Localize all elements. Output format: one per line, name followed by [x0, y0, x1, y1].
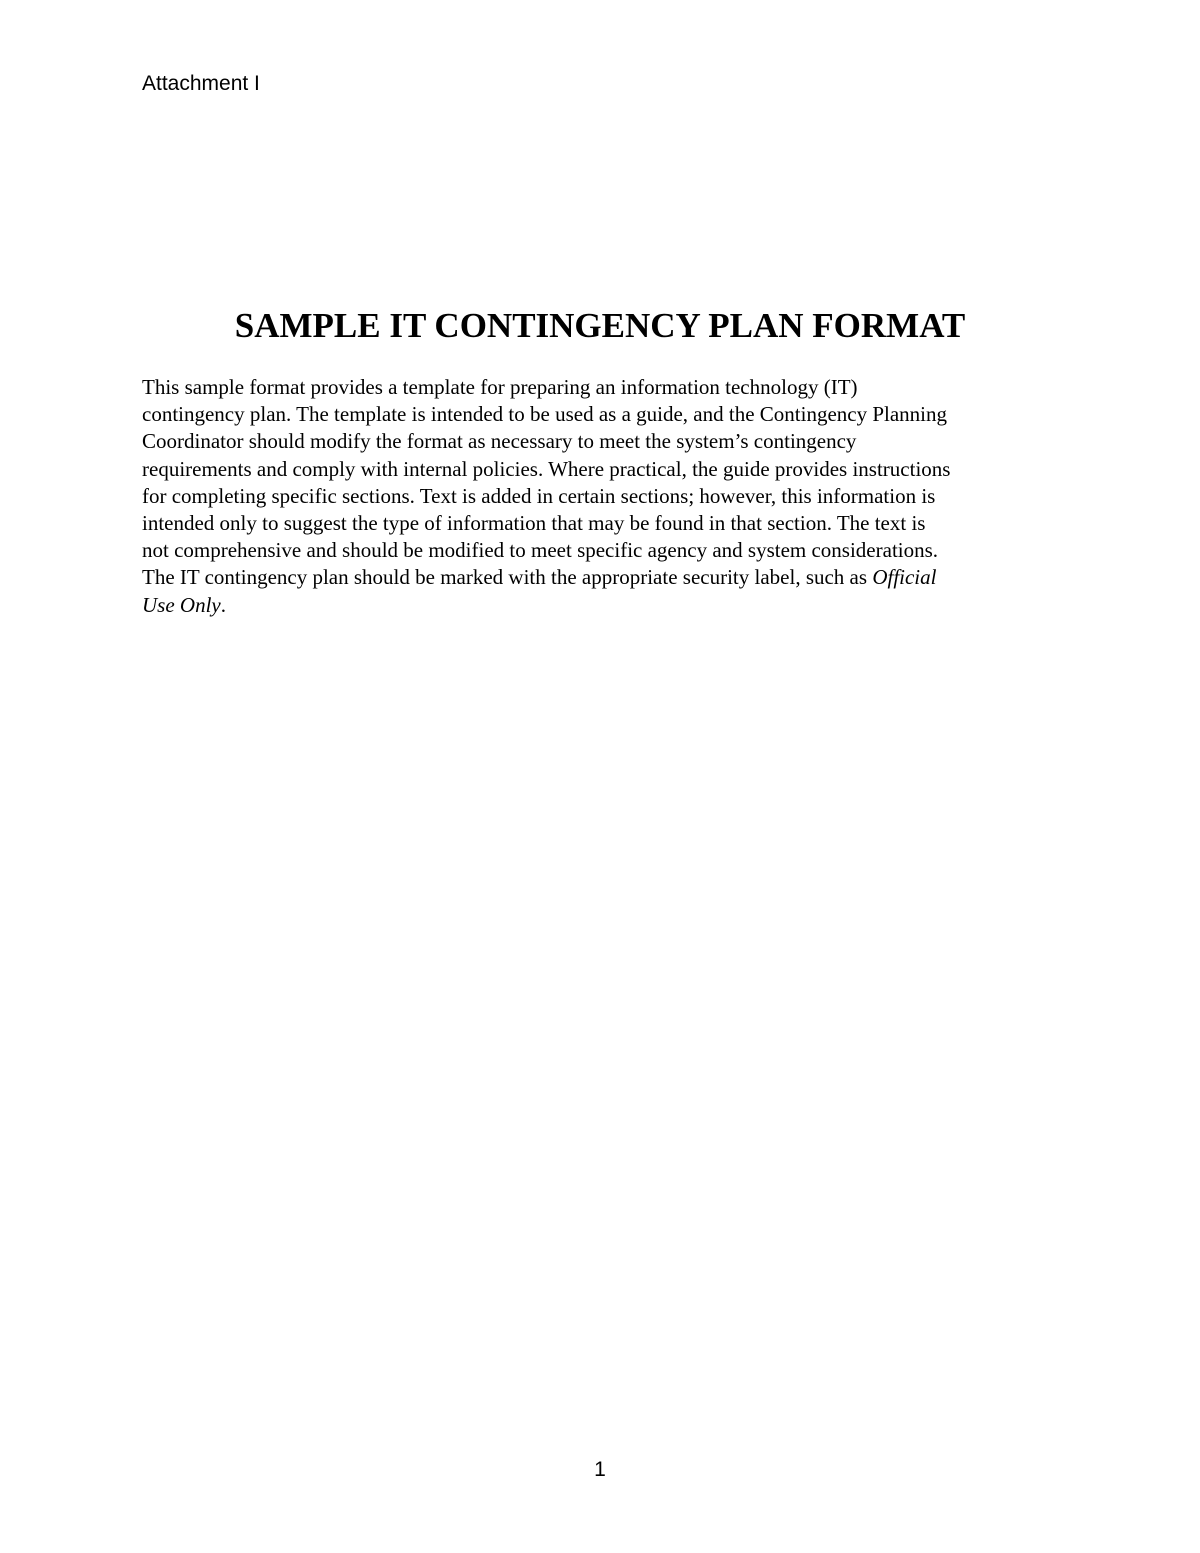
security-label-emphasis-continued: Use Only	[142, 592, 221, 617]
paragraph-line-with-emphasis	[142, 592, 1082, 619]
security-label-emphasis: Official	[872, 565, 937, 590]
paragraph-line: for completing specific sections. Text is added in certain sections; however, this information is	[142, 483, 936, 508]
paragraph-line: contingency plan. The template is intended to be used as a guide, and the Contingency Planning	[142, 402, 948, 427]
paragraph-line: Coordinator should modify the format as necessary to meet the system’s contingency	[142, 429, 857, 454]
intro-paragraph	[142, 374, 1082, 619]
paragraph-line-text: The IT contingency plan should be marked with the appropriate security label, such as	[142, 565, 868, 590]
paragraph-line: intended only to suggest the type of information that may be found in that section. The text is	[142, 511, 926, 536]
paragraph-ending: .	[220, 592, 226, 617]
paragraph-line: This sample format provides a template for preparing an information technology (IT)	[142, 375, 858, 399]
attachment-label: Attachment I	[142, 72, 260, 95]
paragraph-line: not comprehensive and should be modified to meet specific agency and system considerations.	[142, 538, 939, 563]
page-title: SAMPLE IT CONTINGENCY PLAN FORMAT	[234, 306, 966, 345]
paragraph-line: requirements and comply with internal policies. Where practical, the guide provides instructions	[142, 456, 951, 481]
paragraph-line-with-emphasis	[142, 564, 1082, 591]
page-number: 1	[594, 1458, 606, 1481]
